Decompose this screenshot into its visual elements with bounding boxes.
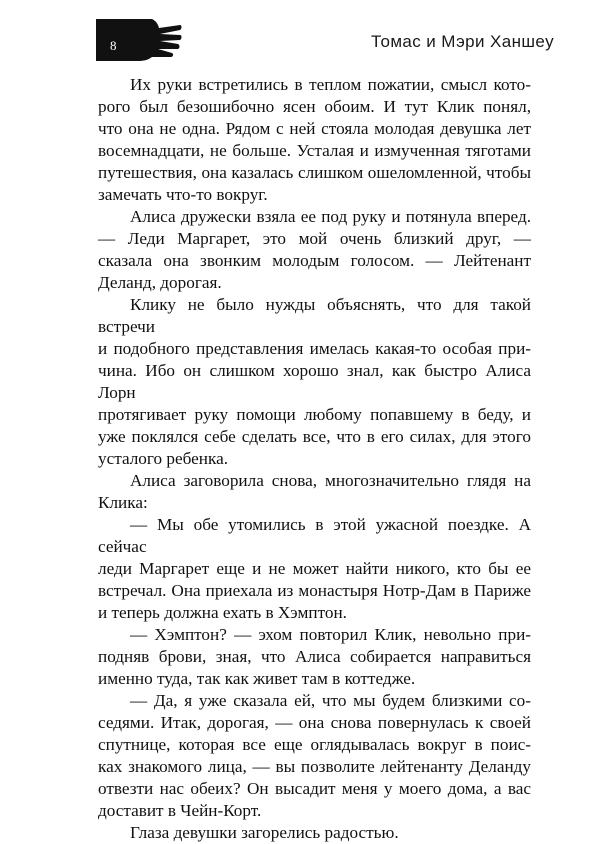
text-line: сказала она звонким молодым голосом. — Лейтенант	[98, 251, 531, 270]
paragraph	[98, 822, 531, 844]
text-line: именно туда, так как живет там в коттедже.	[98, 669, 416, 688]
text-line: отвезти нас обеих? Он высадит меня у моего дома, а вас	[98, 779, 531, 798]
text-line: Клику не было нужды объяснять, что для такой встречи	[98, 295, 531, 336]
text-line: леди Маргарет еще и не может найти никого, кто бы ее	[98, 559, 531, 578]
text-line: подняв брови, зная, что Алиса собирается направиться	[98, 647, 531, 666]
text-line: протягивает руку помощи любому попавшему в беду, и	[98, 405, 531, 424]
paragraph	[98, 624, 531, 690]
text-line: уже поклялся себе сделать все, что в его силах, для этого	[98, 427, 531, 446]
text-line: — Да, я уже сказала ей, что мы будем близкими со-	[130, 691, 531, 710]
text-line: Деланд, дорогая.	[98, 273, 222, 292]
text-line: восемнадцати, не больше. Усталая и измученная тяготами	[98, 141, 531, 160]
text-line: ках знакомого лица, — вы позволите лейтенанту Деланду	[98, 757, 531, 776]
text-line: и подобного представления имелась какая-то особая при-	[98, 339, 531, 358]
text-line: что она не одна. Рядом с ней стояла молодая девушка лет	[98, 119, 531, 138]
text-line: чина. Ибо он слишком хорошо знал, как быстро Алиса Лорн	[98, 361, 531, 402]
text-line: усталого ребенка.	[98, 449, 228, 468]
text-line: замечать что-то вокруг.	[98, 185, 268, 204]
paragraph	[98, 294, 531, 470]
paragraph	[98, 690, 531, 822]
paragraph	[98, 514, 531, 624]
running-title: Томас и Мэри Ханшеу	[371, 32, 554, 51]
text-line: Алиса дружески взяла ее под руку и потянула вперед.	[130, 207, 531, 226]
text-line: доставит в Чейн-Корт.	[98, 801, 262, 820]
paragraph	[98, 470, 531, 514]
text-line: Глаза девушки загорелись радостью.	[130, 823, 399, 842]
text-line: и теперь должна ехать в Хэмптон.	[98, 603, 347, 622]
paragraph	[98, 206, 531, 294]
text-line: Алиса заговорила снова, многозначительно глядя на	[130, 471, 531, 490]
body-text	[98, 74, 531, 844]
text-line: — Хэмптон? — эхом повторил Клик, невольно при-	[130, 625, 531, 644]
paragraph	[98, 74, 531, 206]
text-line: спутнице, которая все еще оглядывалась вокруг в поис-	[98, 735, 531, 754]
text-line: рого был безошибочно ясен обоим. И тут Клик понял,	[98, 97, 531, 116]
page-number: 8	[110, 38, 117, 53]
text-line: — Мы обе утомились в этой ужасной поездке. А сейчас	[98, 515, 531, 556]
text-line: путешествия, она казалась слишком ошеломленной, чтобы	[98, 163, 531, 182]
text-line: встречал. Она приехала из монастыря Нотр-Дам в Париже	[98, 581, 531, 600]
text-line: Клика:	[98, 493, 148, 512]
page-header	[0, 0, 600, 75]
text-line: Их руки встретились в теплом пожатии, смысл кото-	[130, 75, 531, 94]
text-line: седями. Итак, дорогая, — она снова повернулась к своей	[98, 713, 531, 732]
text-line: — Леди Маргарет, это мой очень близкий друг, —	[98, 229, 531, 248]
